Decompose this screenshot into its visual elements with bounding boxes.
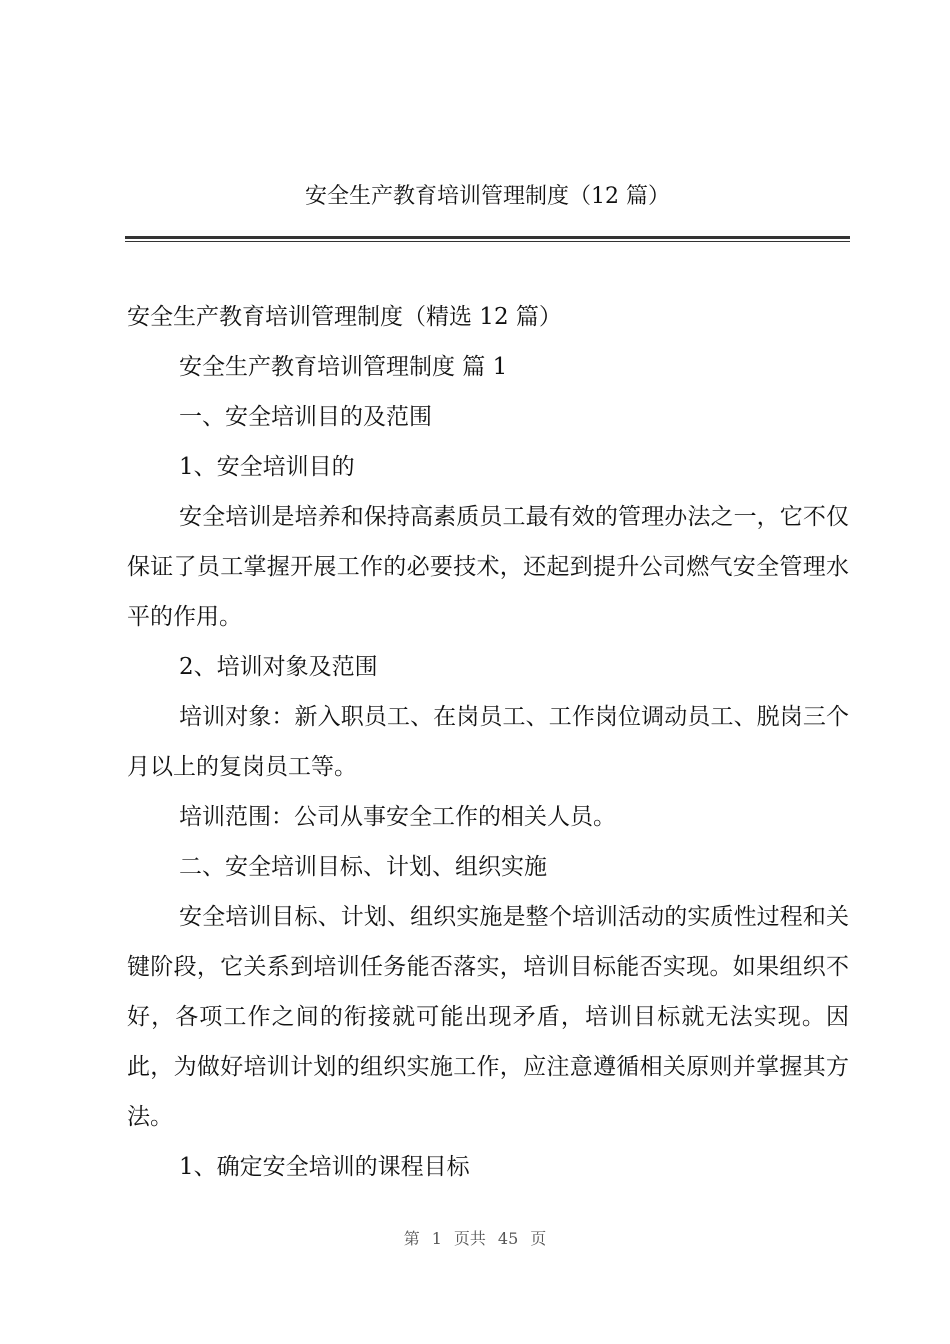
section-heading: 安全生产教育培训管理制度 篇 1 [179,354,508,380]
footer-total-pages: 45 [497,1229,519,1248]
footer-total-prefix: 页共 [453,1229,486,1248]
page-header: 安全生产教育培训管理制度（12 篇） [305,184,670,209]
header-rule-thick [125,236,850,239]
paragraph: 培训范围：公司从事安全工作的相关人员。 [179,804,616,830]
paragraph: 安全培训目标、计划、组织实施是整个培训活动的实质性过程和关键阶段，它关系到培训任务能否落实，培训目标能否实现。如果组织不好，各项工作之间的衔接就可能出现矛盾，培训目标就无法实现。因此，为做好培训计划的组织实施工作，应注意遵循相关原则并掌握其方法。 [127,904,849,1130]
header-rule-thin [125,241,850,242]
paragraph: 1、安全培训目的 [179,454,355,480]
paragraph: 培训对象：新入职员工、在岗员工、工作岗位调动员工、脱岗三个月以上的复岗员工等。 [127,704,849,780]
paragraph: 安全培训是培养和保持高素质员工最有效的管理办法之一，它不仅保证了员工掌握开展工作的必要技术，还起到提升公司燃气安全管理水平的作用。 [127,504,849,630]
document-title: 安全生产教育培训管理制度（精选 12 篇） [127,304,562,330]
footer-current-page: 1 [431,1229,442,1248]
paragraph: 一、安全培训目的及范围 [179,404,432,430]
paragraph: 1、确定安全培训的课程目标 [179,1154,470,1180]
footer-page-suffix: 页 [530,1229,547,1248]
paragraph: 2、培训对象及范围 [179,654,378,680]
paragraph: 二、安全培训目标、计划、组织实施 [179,854,547,880]
document-body [127,292,849,1192]
page-footer [0,1226,950,1249]
footer-page-word: 第 [403,1229,420,1248]
